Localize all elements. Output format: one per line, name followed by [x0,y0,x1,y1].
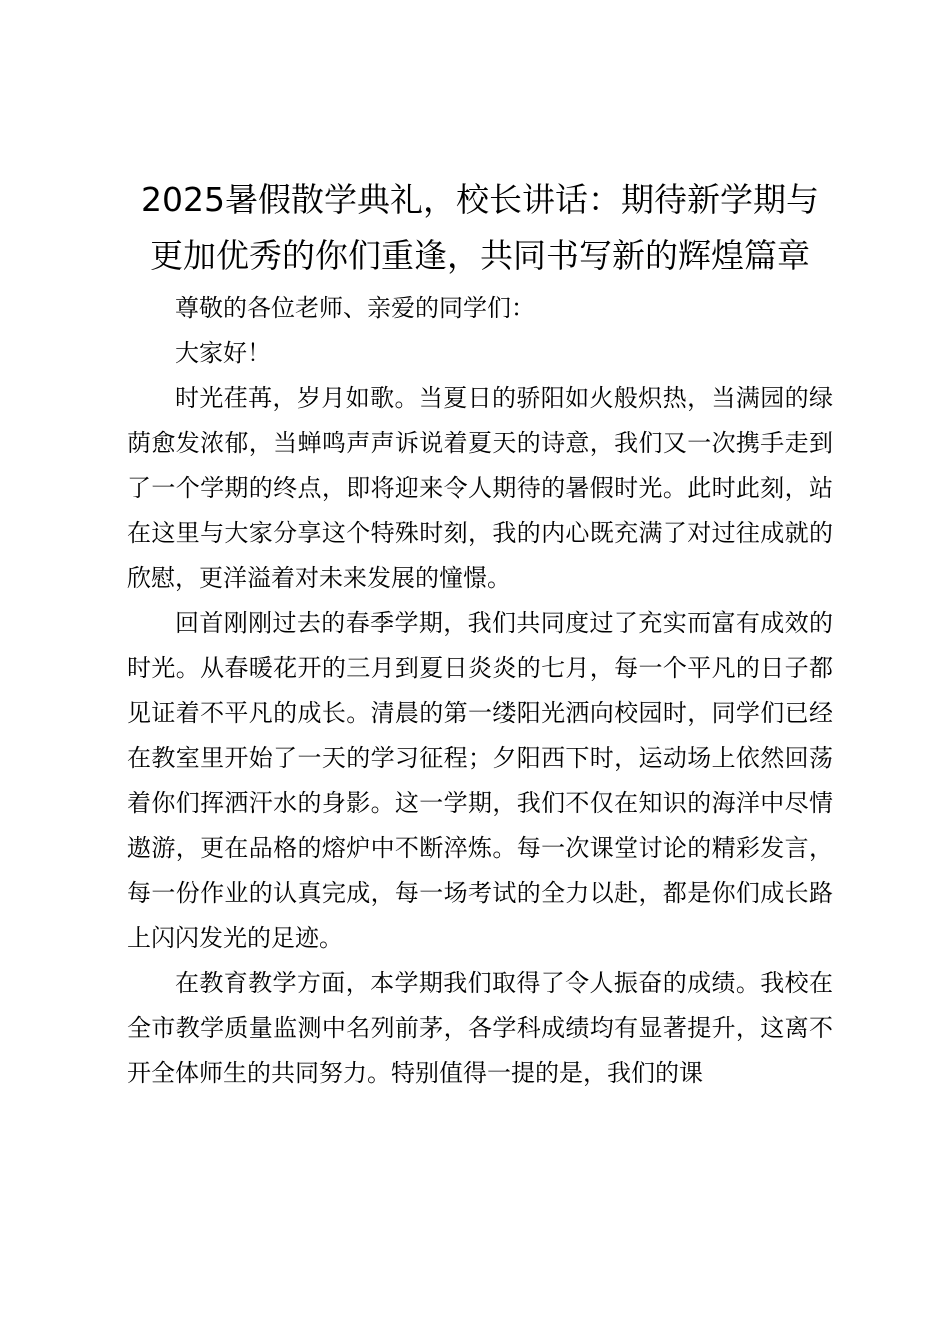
document-title: 2025暑假散学典礼，校长讲话：期待新学期与更加优秀的你们重逢，共同书写新的辉煌篇章 [141,180,819,275]
salutation-paragraph: 尊敬的各位老师、亲爱的同学们： [175,294,535,322]
document-page [127,172,833,1096]
body-paragraph-1: 时光荏苒，岁月如歌。当夏日的骄阳如火般炽热，当满园的绿荫愈发浓郁，当蝉鸣声声诉说着夏天的诗意，我们又一次携手走到了一个学期的终点，即将迎来令人期待的暑假时光。此时此刻，站在这里与大家分享这个特殊时刻，我的内心既充满了对过往成就的欣慰，更洋溢着对未来发展的憧憬。 [127,384,833,592]
body-paragraph-3: 在教育教学方面，本学期我们取得了令人振奋的成绩。我校在全市教学质量监测中名列前茅，各学科成绩均有显著提升，这离不开全体师生的共同努力。特别值得一提的是，我们的课 [127,969,833,1087]
body-paragraph-2: 回首刚刚过去的春季学期，我们共同度过了充实而富有成效的时光。从春暖花开的三月到夏日炎炎的七月，每一个平凡的日子都见证着不平凡的成长。清晨的第一缕阳光洒向校园时，同学们已经在教室里开始了一天的学习征程；夕阳西下时，运动场上依然回荡着你们挥洒汗水的身影。这一学期，我们不仅在知识的海洋中尽情遨游，更在品格的熔炉中不断淬炼。每一次课堂讨论的精彩发言，每一份作业的认真完成，每一场考试的全力以赴，都是你们成长路上闪闪发光的足迹。 [127,609,833,952]
greeting-paragraph: 大家好！ [175,339,271,367]
